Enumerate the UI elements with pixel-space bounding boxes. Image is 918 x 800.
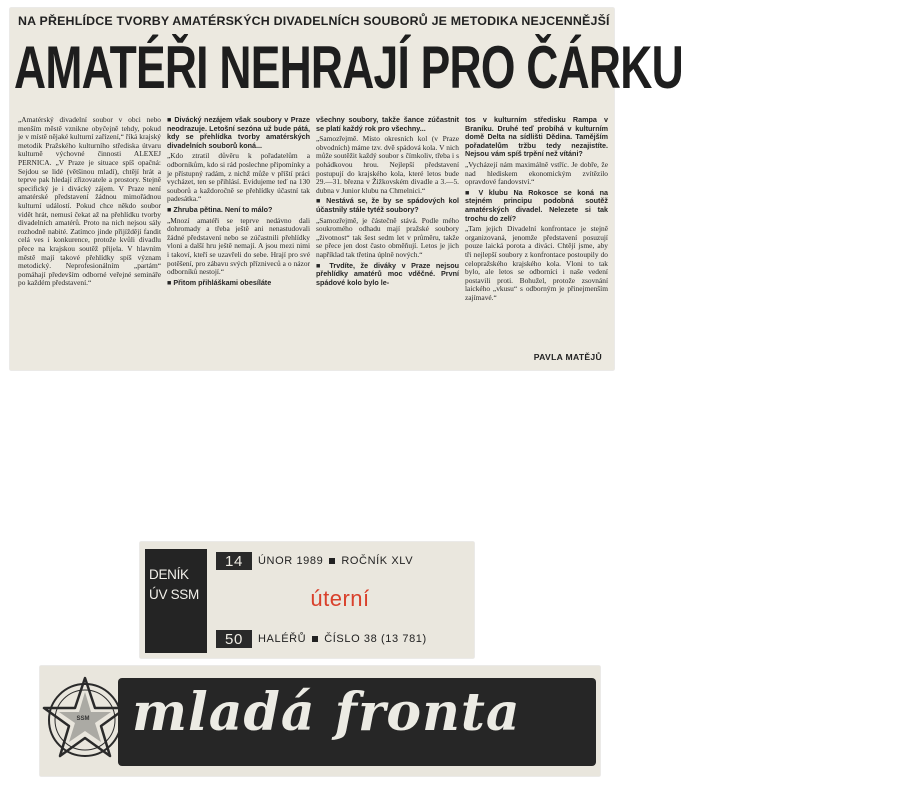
- interview-question: ■ V klubu Na Rokosce se koná na stejném principu podobná soutěž amatérských divadel. Nelezete si tak trochu do zelí?: [465, 187, 608, 223]
- price-unit: HALÉŘŮ: [258, 633, 307, 645]
- emblem-label: SSM: [76, 716, 90, 722]
- article-column-3: [316, 116, 459, 366]
- month-year: ÚNOR 1989: [258, 555, 324, 567]
- weekday: úterní: [310, 586, 370, 611]
- interview-answer: „Samozřejmě. Místo okresních kol (v Praze obvodních) máme tzv. dvě spádová kola. V nich může soutěžit každý soubor s čímkoliv, třeba i s pohádkovou hrou. Nejlepší představení postupují do krajského kola, které letos bude 29.—31. března v Žižkovském divadle a 3.—5. dubna v Junior klubu na Chmelnici.“: [316, 134, 459, 195]
- interview-question: všechny soubory, takže šance zúčastnit se platí každý rok pro všechny...: [316, 115, 459, 133]
- square-bullet-icon: [329, 558, 335, 564]
- article-author: PAVLA MATĚJŮ: [533, 352, 602, 362]
- article-column-1: [18, 116, 161, 366]
- article-clipping: [10, 8, 683, 370]
- article-kicker: NA PŘEHLÍDCE TVORBY AMATÉRSKÝCH DIVADELNÍCH SOUBORŮ JE METODIKA NEJCENNĚJŠÍ: [18, 14, 610, 28]
- interview-question: ■ Trvdíte, že diváky v Praze nejsou přehlídky amatérů moc vděčné. První spádové kolo bylo le-: [316, 260, 459, 287]
- newspaper-title: mladá fronta: [132, 682, 521, 743]
- price-line: [216, 630, 468, 648]
- price-number: 50: [216, 630, 252, 648]
- masthead-info-clipping: [140, 542, 474, 658]
- interview-question: ■ Přitom přihláškami obesíláte: [167, 277, 272, 287]
- interview-answer: „Tam jejich Divadelní konfrontace je stejně organizovaná, jenomže představení posuzují pouze laická porota a diváci. Chtějí jsme, aby tři nejlepší soubory z konfrontace postoupily do celopražského krajského kola. Vloni to tak bylo, ale letos se odborníci i naše vedení postavili proti. Bohužel, protože zsovnání laického „vkusu“ s odborným je přinejmenším zajímavé.“: [465, 224, 608, 302]
- interview-answer: „Kdo ztratil důvěru k pořadatelům a odborníkům, kdo si rád poslechne připomínky a je přístupný radám, z nichž může v příští práci vycházet, ten se přihlásí. Evidujeme teď na 130 souborů a každoročně se přehlídky účastní tak padesátka.“: [167, 151, 310, 204]
- article-paragraph: „Amatérský divadelní soubor v obci nebo menším městě vznikne obyčejně tehdy, pokud je v místě nějaké kulturní zařízení,“ říká krajský metodik Pražského kulturního střediska útvaru kulturně výchovné činnosti ALEXEJ PERNICA. „V Praze je situace spíš opačná: Sejdou se lidé (většinou mladí), chtějí hrát a teprve pak hledají zřizovatele a prostory. Stejně specifický je i divácký zájem. V Praze není amatérské představení žádnou mimořádnou kulturní událostí. Pokud chce někdo soubor vidět hrát, nemusí čekat až na přehlídku tvorby divadelních amatérů. Proto na nich nejsou sály rozhodně nabité. Zatímco jinde přijíždějí fandit celá ves i konkurence, protože kvůli divadlu přece na krajskou soutěž přijela. V hlavním městě mají takové přehlídky spíš význam metodický. Neprofesionálním „partám“ pomáhají především odborné veřejné semináře po každém představení.“: [18, 115, 161, 288]
- date-line: [216, 552, 468, 570]
- daily-label-line: ÚV SSM: [149, 587, 199, 602]
- daily-label-block: [145, 549, 207, 653]
- day-number: 14: [216, 552, 252, 570]
- article-column-4: [465, 116, 608, 366]
- interview-question: ■ Zhruba pětina. Není to málo?: [167, 204, 273, 214]
- interview-answer: „Vycházejí nám maximálně vstříc. Je dobře, že nad hlediskem ekonomickým zvítězilo opravdové fandovství.“: [465, 159, 608, 187]
- logo-bar: [118, 678, 596, 766]
- volume: ROČNÍK XLV: [341, 555, 414, 567]
- issue-number: ČÍSLO 38 (13 781): [324, 633, 427, 645]
- interview-question: ■ Nestává se, že by se spádových kol účastnily stále tytéž soubory?: [316, 196, 459, 214]
- article-body: [18, 116, 608, 366]
- daily-label-line: DENÍK: [149, 567, 189, 582]
- interview-question: tos v kulturním středisku Rampa v Braníku. Druhé teď probíhá v kulturním domě Delta na sídlišti Dědina. Tamějším pořadatelům tržbu tedy nezajistíte. Nejsou vám spíš trpění než vítáni?: [465, 115, 608, 159]
- square-bullet-icon: [312, 636, 318, 642]
- article-column-2: [167, 116, 310, 366]
- interview-answer: „Samozřejmě, je částečně stává. Podle mého soukromého odhadu mají pražské soubory „životnost“ tak šest sedm let v průměru, takže se přece jen dost často obměňují. Letos je jich například tak třetina úplně nových.“: [316, 215, 459, 259]
- interview-question: ■ Divácký nezájem však soubory v Praze neodrazuje. Letošní sezóna už bude pátá, kdy se přehlídka tvorby amatérských divadelních souborů koná...: [167, 115, 310, 150]
- article-headline: AMATÉŘI NEHRAJÍ PRO ČÁRKU: [14, 34, 683, 101]
- interview-answer: „Mnozí amatéři se teprve nedávno dali dohromady a třeba ještě ani nenastudovali žádné představení nebo se zúčastnili přehlídky vloni a další hru ještě nemají. A jsou mezi nimi i takoví, kteří se uzavřeli do sebe. Hrají pro své potěšení, pro zábavu svých přízniveců a o názor odborníků nestojí.“: [167, 215, 310, 277]
- logo-clipping: [40, 666, 600, 776]
